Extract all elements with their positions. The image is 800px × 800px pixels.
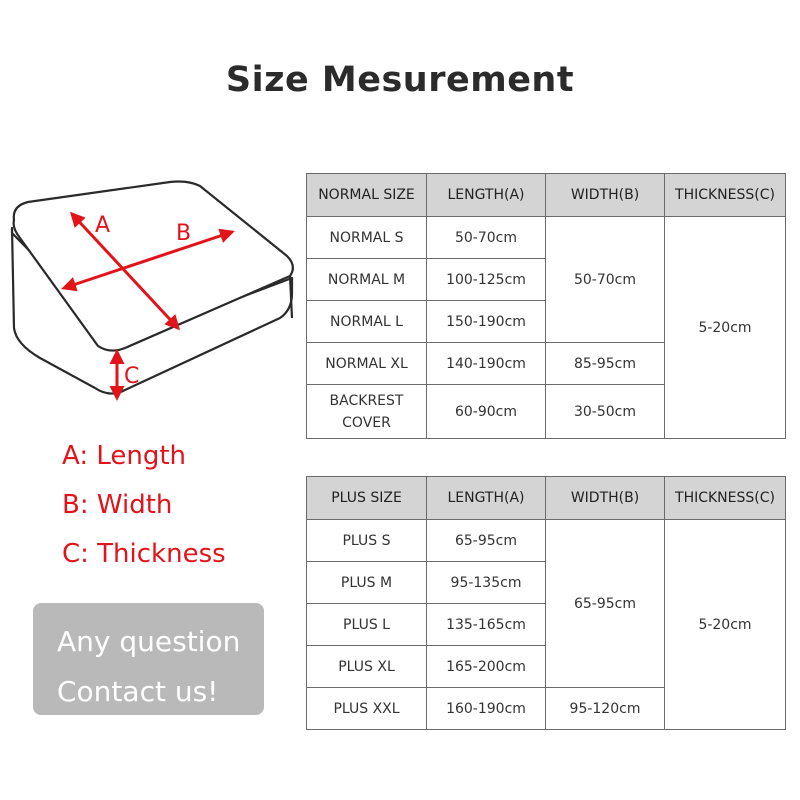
legend-thickness: C: Thickness <box>62 539 226 569</box>
size-cell: PLUS L <box>307 604 427 646</box>
width-cell: 50-70cm <box>546 217 665 343</box>
length-cell: 60-90cm <box>427 385 546 439</box>
label-c: C <box>124 364 140 389</box>
plus-size-table <box>306 476 786 730</box>
width-cell: 65-95cm <box>546 520 665 688</box>
length-cell: 65-95cm <box>427 520 546 562</box>
legend-width: B: Width <box>62 490 173 520</box>
size-cell: PLUS S <box>307 520 427 562</box>
label-b: B <box>176 221 192 246</box>
thickness-cell: 5-20cm <box>665 520 786 730</box>
table-row <box>307 520 786 562</box>
size-cell-text: BACKREST COVER <box>329 392 404 431</box>
width-cell: 95-120cm <box>546 688 665 730</box>
contact-box[interactable] <box>33 603 264 715</box>
header-size: PLUS SIZE <box>307 477 427 520</box>
size-cell: NORMAL L <box>307 301 427 343</box>
header-thickness: THICKNESS(C) <box>665 477 786 520</box>
normal-size-table <box>306 173 786 439</box>
size-cell <box>307 385 427 439</box>
contact-line-2: Contact us! <box>57 675 219 708</box>
size-cell: PLUS XL <box>307 646 427 688</box>
length-cell: 50-70cm <box>427 217 546 259</box>
legend-length: A: Length <box>62 441 187 471</box>
header-length: LENGTH(A) <box>427 477 546 520</box>
dimension-legend <box>62 438 226 585</box>
cushion-diagram <box>0 178 305 408</box>
length-cell: 95-135cm <box>427 562 546 604</box>
size-cell: PLUS XXL <box>307 688 427 730</box>
contact-line-1: Any question <box>57 625 241 658</box>
size-cell: NORMAL S <box>307 217 427 259</box>
header-width: WIDTH(B) <box>546 477 665 520</box>
size-cell: NORMAL XL <box>307 343 427 385</box>
size-cell: PLUS M <box>307 562 427 604</box>
header-length: LENGTH(A) <box>427 174 546 217</box>
width-cell: 30-50cm <box>546 385 665 439</box>
length-cell: 160-190cm <box>427 688 546 730</box>
length-cell: 150-190cm <box>427 301 546 343</box>
thickness-cell: 5-20cm <box>665 217 786 439</box>
header-thickness: THICKNESS(C) <box>665 174 786 217</box>
header-size: NORMAL SIZE <box>307 174 427 217</box>
length-cell: 140-190cm <box>427 343 546 385</box>
width-cell: 85-95cm <box>546 343 665 385</box>
size-cell: NORMAL M <box>307 259 427 301</box>
table-header-row <box>307 174 786 217</box>
label-a: A <box>95 213 111 238</box>
length-cell: 100-125cm <box>427 259 546 301</box>
header-width: WIDTH(B) <box>546 174 665 217</box>
table-row <box>307 217 786 259</box>
table-header-row <box>307 477 786 520</box>
length-cell: 135-165cm <box>427 604 546 646</box>
length-cell: 165-200cm <box>427 646 546 688</box>
page-title: Size Mesurement <box>225 60 575 100</box>
